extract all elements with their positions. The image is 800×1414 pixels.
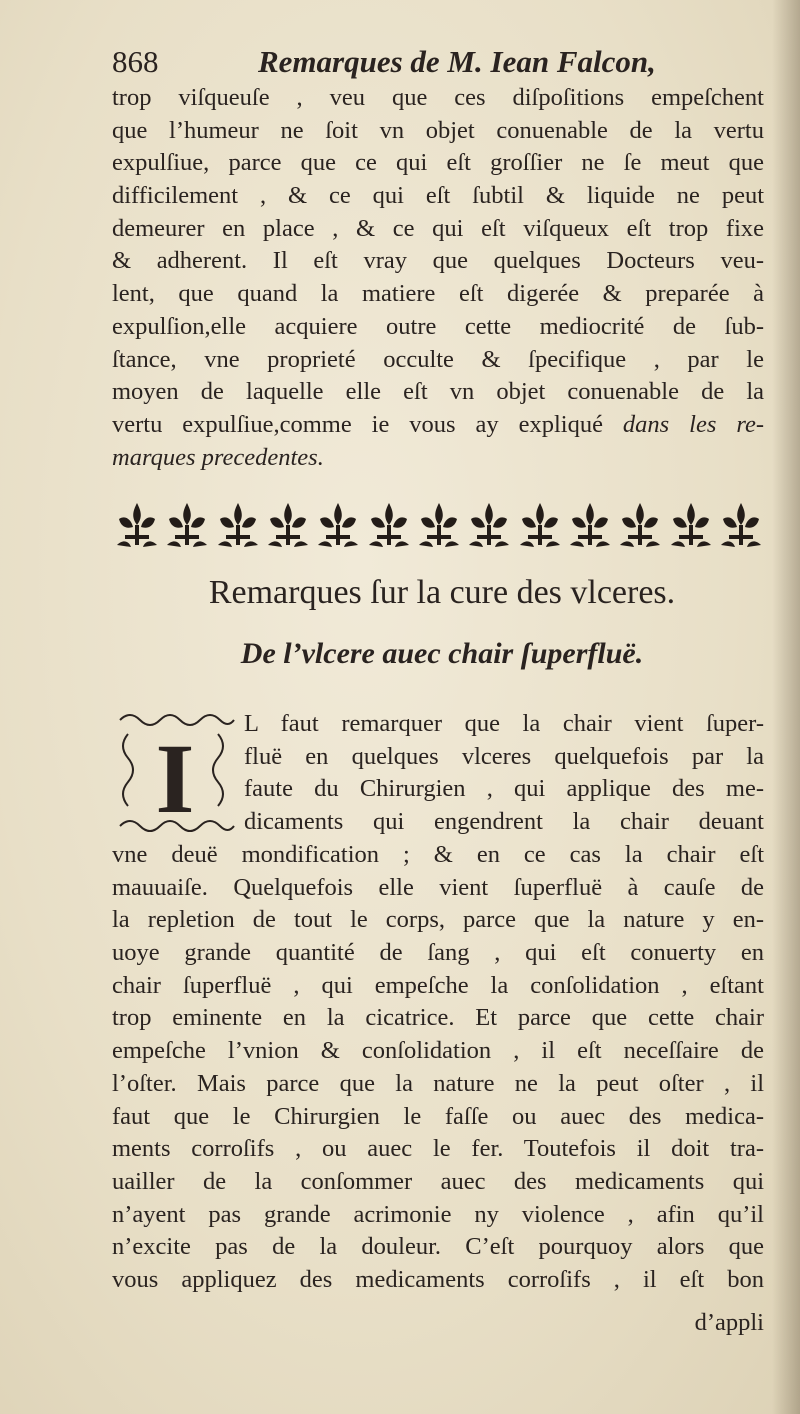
text-line: moyen de laquelle elle eſt vn objet conuenable de la xyxy=(112,378,764,406)
text-line: trop viſqueuſe , veu que ces diſpoſitions empeſchent xyxy=(112,84,764,111)
fleur-de-lis-icon xyxy=(669,501,713,549)
paragraph-1 xyxy=(112,82,764,474)
text-line: marques precedentes. xyxy=(112,443,324,471)
text-line: mauuaiſe. Quelquefois elle vient ſuperfluë à cauſe de xyxy=(112,873,764,901)
fleur-de-lis-icon xyxy=(518,501,562,549)
text-line: faut que le Chirurgien le faſſe ou auec des medica- xyxy=(112,1102,764,1130)
fleuron-ornament-band xyxy=(115,500,763,550)
text-line: empeſche l’vnion & conſolidation , il eſt neceſſaire de xyxy=(112,1037,764,1065)
page-header xyxy=(112,42,682,82)
text-line: fluë en quelques vlceres quelquefois par la xyxy=(244,742,764,770)
page-edge-shadow xyxy=(772,0,800,1414)
text-line: la repletion de tout le corps, parce que la nature y en- xyxy=(112,906,764,934)
text-line: ments corroſifs , ou auec le fer. Toutefois il doit tra- xyxy=(112,1135,764,1163)
fleur-de-lis-icon xyxy=(417,501,461,549)
text-line: trop eminente en la cicatrice. Et parce que cette chair xyxy=(112,1004,764,1032)
fleur-de-lis-icon xyxy=(568,501,612,549)
text-line: uailler de la conſommer auec des medicaments qui xyxy=(112,1167,764,1195)
fleur-de-lis-icon xyxy=(316,501,360,549)
text-line: expulſion,elle acquiere outre cette mediocrité de ſub- xyxy=(112,312,764,340)
text-line-content: vertu expulſiue,comme ie vous ay expliqué xyxy=(112,410,603,438)
fleur-de-lis-icon xyxy=(367,501,411,549)
sub-title: De l’vlcere auec chair ſuperfluë. xyxy=(240,637,644,670)
fleur-de-lis-icon xyxy=(467,501,511,549)
section-title: Remarques ſur la cure des vlceres. xyxy=(208,574,676,611)
text-line: vous appliquez des medicaments corroſifs , il eſt bon xyxy=(112,1265,764,1293)
fleur-de-lis-icon xyxy=(115,501,159,549)
drop-cap-letter: I xyxy=(155,723,195,834)
text-line: chair ſuperfluë , qui empeſche la conſolidation , eſtant xyxy=(112,971,764,999)
text-line: L faut remarquer que la chair vient ſuper- xyxy=(244,710,764,737)
text-line: n’excite pas de la douleur. C’eſt pourquoy alors que xyxy=(112,1233,764,1261)
catchword: d’appli xyxy=(694,1309,764,1336)
italic-phrase: dans les re- xyxy=(622,410,764,438)
text-line: expulſiue, parce que ce qui eſt groſſier ne ſe meut que xyxy=(112,149,764,177)
text-line: demeurer en place , & ce qui eſt viſqueux eſt trop fixe xyxy=(112,214,764,242)
text-line: vne deuë mondification ; & en ce cas la chair eſt xyxy=(112,841,764,868)
paragraph-2-indented xyxy=(244,708,764,839)
running-title: Remarques de M. Iean Falcon, xyxy=(258,44,656,79)
page-number: 868 xyxy=(112,44,159,79)
paragraph-2 xyxy=(112,839,764,1297)
text-line: l’oſter. Mais parce que la nature ne la peut oſter , il xyxy=(112,1069,764,1097)
text-line: uoye grande quantité de ſang , qui eſt conuerty en xyxy=(112,939,764,967)
text-line: faute du Chirurgien , qui applique des me- xyxy=(244,775,764,803)
drop-cap xyxy=(114,708,236,838)
text-line: lent, que quand la matiere eſt digerée & preparée à xyxy=(112,280,764,308)
text-line: que l’humeur ne ſoit vn objet conuenable de la vertu xyxy=(112,116,764,144)
text-line: ſtance, vne proprieté occulte & ſpecifique , par le xyxy=(112,345,764,373)
text-line xyxy=(112,409,764,442)
fleur-de-lis-icon xyxy=(719,501,763,549)
fleur-de-lis-icon xyxy=(266,501,310,549)
text-line: & adherent. Il eſt vray que quelques Docteurs veu- xyxy=(112,247,764,275)
text-line: dicaments qui engendrent la chair deuant xyxy=(244,808,764,836)
text-line: difficilement , & ce qui eſt ſubtil & liquide ne peut xyxy=(112,182,764,210)
fleur-de-lis-icon xyxy=(165,501,209,549)
fleur-de-lis-icon xyxy=(618,501,662,549)
text-line: n’ayent pas grande acrimonie ny violence , afin qu’il xyxy=(112,1200,764,1228)
fleur-de-lis-icon xyxy=(216,501,260,549)
